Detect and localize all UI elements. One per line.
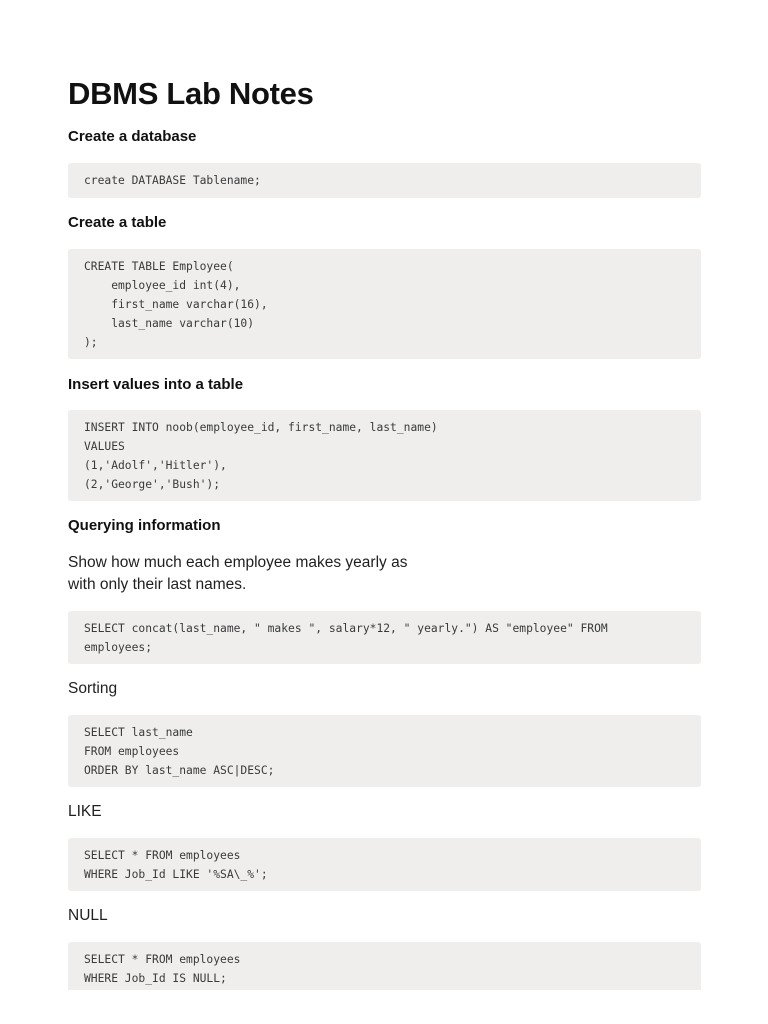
label-sorting: Sorting [68,680,118,697]
code-block-null[interactable] [68,942,701,990]
code-line: ORDER BY last_name ASC|DESC; [84,764,275,777]
code-block-sorting[interactable] [68,715,701,787]
query-description-line: with only their last names. [68,576,247,593]
code-line: WHERE Job_Id IS NULL; [84,972,227,985]
code-line: FROM employees [84,745,180,758]
heading-insert-values: Insert values into a table [68,376,244,393]
code-line: SELECT * FROM employees [84,953,241,966]
heading-create-table: Create a table [68,214,167,231]
heading-querying-information: Querying information [68,517,221,534]
label-null: NULL [68,907,108,924]
query-description-line: Show how much each employee makes yearly as [68,554,408,571]
label-like: LIKE [68,803,102,820]
code-block-concat-query[interactable] [68,611,701,664]
code-block-create-table[interactable] [68,249,701,359]
code-line: create DATABASE Tablename; [84,174,261,187]
page-title: DBMS Lab Notes [68,76,314,111]
code-line: first_name varchar(16), [84,298,268,311]
code-line: CREATE TABLE Employee( [84,260,234,273]
code-line: SELECT * FROM employees [84,849,241,862]
code-line: employee_id int(4), [84,279,241,292]
code-line: SELECT concat(last_name, " makes ", salary*12, " yearly.") AS "employee" FROM [84,622,608,635]
notes-page [68,0,701,990]
code-line: VALUES [84,440,125,453]
code-line: (1,'Adolf','Hitler'), [84,459,227,472]
code-line: WHERE Job_Id LIKE '%SA\_%'; [84,868,268,881]
query-description [68,552,407,596]
code-line: employees; [84,641,153,654]
code-line: INSERT INTO noob(employee_id, first_name, last_name) [84,421,438,434]
code-block-create-database[interactable] [68,163,701,198]
code-block-insert-values[interactable] [68,410,701,501]
code-block-like[interactable] [68,838,701,891]
code-line: last_name varchar(10) [84,317,255,330]
code-line: (2,'George','Bush'); [84,478,221,491]
code-line: SELECT last_name [84,726,193,739]
heading-create-database: Create a database [68,128,197,145]
code-line: ); [84,336,98,349]
